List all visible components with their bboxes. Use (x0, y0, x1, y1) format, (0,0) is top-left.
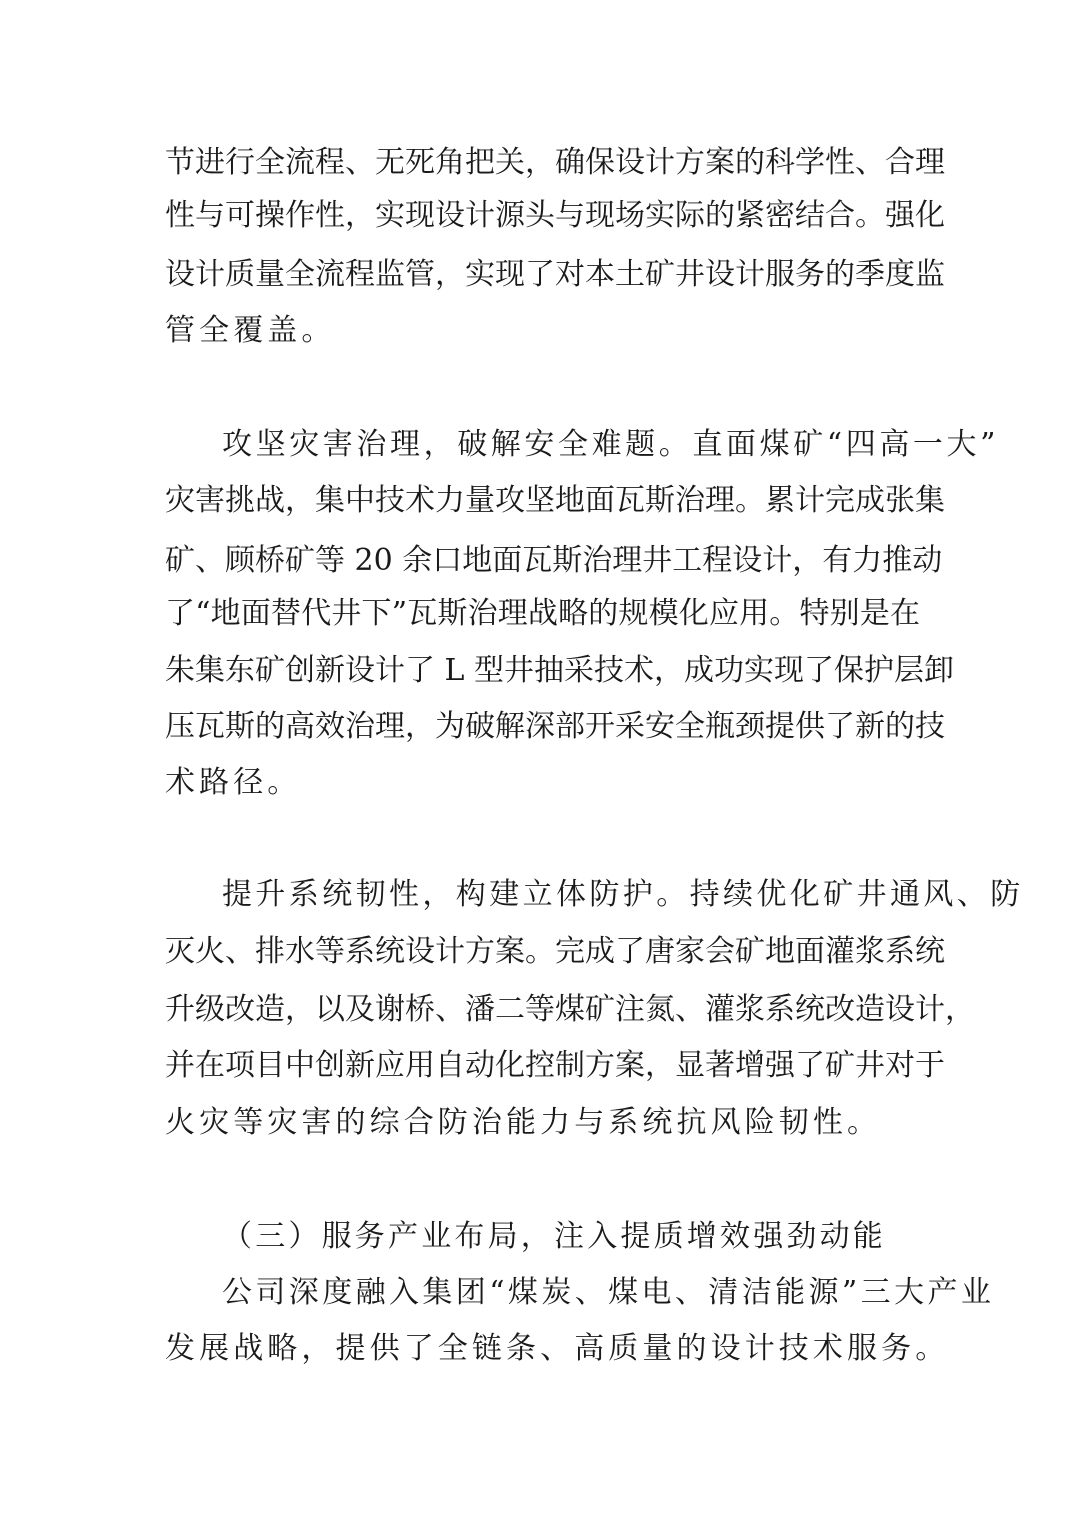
body-text-line: 管全覆盖。 (165, 313, 336, 348)
body-text-line: 矿、顾桥矿等 20 余口地面瓦斯治理井工程设计，有力推动 (165, 543, 943, 578)
body-text-line: 了“地面替代井下”瓦斯治理战略的规模化应用。特别是在 (165, 596, 920, 631)
body-text-line: 提升系统韧性，构建立体防护。持续优化矿井通风、防 (222, 877, 1024, 912)
body-text-line: 灾害挑战，集中技术力量攻坚地面瓦斯治理。累计完成张集 (165, 483, 945, 518)
body-text-line: 压瓦斯的高效治理，为破解深部开采安全瓶颈提供了新的技 (165, 709, 945, 744)
body-text-line: 节进行全流程、无死角把关，确保设计方案的科学性、合理 (165, 145, 945, 180)
body-text-line: 攻坚灾害治理，破解安全难题。直面煤矿“四高一大” (222, 427, 1000, 462)
body-text-line: 设计质量全流程监管，实现了对本土矿井设计服务的季度监 (165, 257, 945, 292)
body-text-line: 性与可操作性，实现设计源头与现场实际的紧密结合。强化 (165, 198, 945, 233)
body-text-line: 火灾等灾害的综合防治能力与系统抗风险韧性。 (165, 1105, 882, 1140)
body-text-line: 灭火、排水等系统设计方案。完成了唐家会矿地面灌浆系统 (165, 934, 945, 969)
body-text-line: 朱集东矿创新设计了 L 型井抽采技术，成功实现了保护层卸 (165, 653, 954, 688)
body-text-line: 发展战略，提供了全链条、高质量的设计技术服务。 (165, 1331, 950, 1366)
body-text-line: 并在项目中创新应用自动化控制方案，显著增强了矿井对于 (165, 1048, 945, 1083)
body-text-line: 升级改造，以及谢桥、潘二等煤矿注氮、灌浆系统改造设计， (165, 992, 975, 1027)
section-heading: （三）服务产业布局，注入提质增效强劲动能 (222, 1219, 886, 1254)
body-text-line: 公司深度融入集团“煤炭、煤电、清洁能源”三大产业 (222, 1275, 995, 1310)
body-text-line: 术路径。 (165, 765, 302, 800)
